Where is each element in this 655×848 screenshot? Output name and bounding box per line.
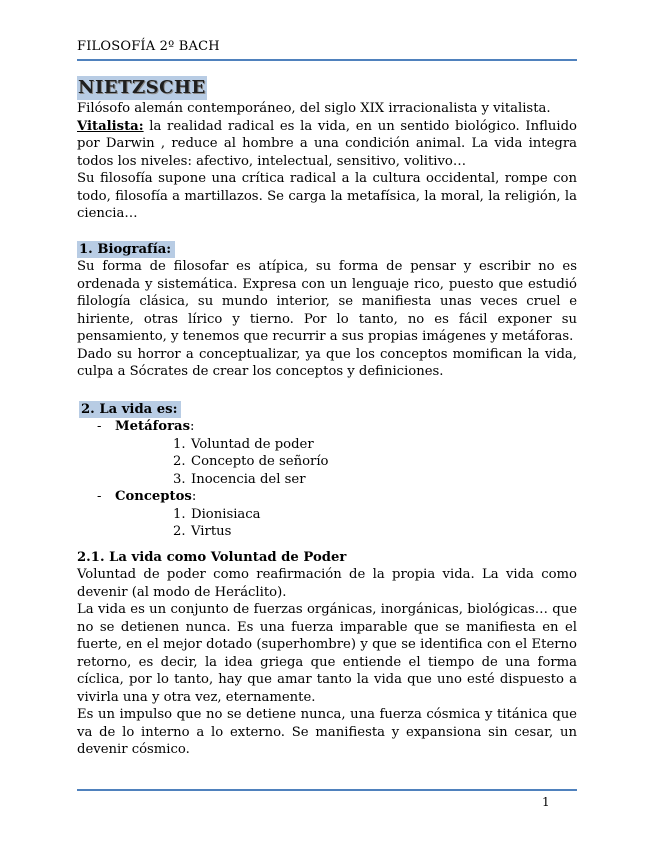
biografia-paragraph-1: Su forma de filosofar es atípica, su forma de pensar y escribir no es ordenada y sistemática. Expresa con un lenguaje rico, puesto que estudió filología clásica, su mundo interior, se manifiesta unas veces cruel e hiriente, otras lírico y tierno. Por lo tanto, no es fácil exponer su pensamiento, y tenemos que recurrir a sus propias imágenes y metáforas. bbox=[77, 259, 577, 344]
item-text: Voluntad de poder bbox=[191, 436, 314, 452]
document-title: NIETZSCHE bbox=[78, 77, 206, 98]
bullet-dash: - bbox=[97, 419, 102, 434]
item-number: 1. bbox=[173, 436, 186, 452]
group-colon: : bbox=[190, 419, 195, 434]
section2-heading-wrap bbox=[77, 401, 577, 419]
item-text: Dionisiaca bbox=[191, 506, 261, 522]
item-number: 2. bbox=[173, 454, 186, 469]
footer-rule bbox=[77, 789, 577, 791]
numbered-list bbox=[115, 506, 577, 541]
group-label: Conceptos bbox=[115, 489, 192, 504]
document-body bbox=[77, 76, 577, 759]
intro-line: Filósofo alemán contemporáneo, del siglo XIX irracionalista y vitalista. bbox=[77, 101, 551, 116]
voluntad-paragraph-1: Voluntad de poder como reafirmación de la propia vida. La vida como devenir (al modo de Heráclito). bbox=[77, 567, 577, 600]
voluntad-paragraph-3: Es un impulso que no se detiene nunca, una fuerza cósmica y titánica que va de lo interno a lo externo. Se manifiesta y expansiona sin cesar, un devenir cósmico. bbox=[77, 707, 577, 757]
item-number: 3. bbox=[173, 471, 186, 487]
page-header: FILOSOFÍA 2º BACH bbox=[77, 39, 220, 54]
vitalista-paragraph bbox=[77, 118, 577, 171]
section1-heading-wrap bbox=[77, 241, 577, 259]
subsection21-heading: 2.1. La vida como Voluntad de Poder bbox=[77, 549, 347, 565]
bullet-dash: - bbox=[97, 489, 102, 504]
vitalista-label: Vitalista: bbox=[77, 118, 144, 134]
group-colon: : bbox=[191, 489, 197, 504]
group-label: Metáforas bbox=[115, 419, 191, 434]
vida-list bbox=[77, 418, 577, 541]
item-text: Virtus bbox=[191, 524, 232, 539]
list-item bbox=[77, 418, 577, 488]
item-text: Concepto de señorío bbox=[191, 454, 329, 469]
critica-paragraph: Su filosofía supone una crítica radical a la cultura occidental, rompe con todo, filosofía a martillazos. Se carga la metafísica, la moral, la religión, la ciencia… bbox=[77, 171, 577, 221]
list-item bbox=[115, 471, 577, 489]
section2-heading: 2. La vida es: bbox=[79, 401, 181, 419]
document-title-wrap bbox=[77, 76, 577, 100]
section1-heading: 1. Biografía: bbox=[77, 241, 175, 259]
list-item bbox=[115, 453, 577, 471]
voluntad-paragraph-2: La vida es un conjunto de fuerzas orgánicas, inorgánicas, biológicas… que no se detienen nunca. Es una fuerza imparable que se manifiesta en el fuerte, en el mejor dotado (superhombre) y que se identifica con el Eterno retorno, es decir, la idea griega que entiende el tiempo de una forma cíclica, por lo tanto, hay que amar tanto la vida que uno esté dispuesto a vivirla una y otra vez, eternamente. bbox=[77, 602, 577, 705]
item-number: 2. bbox=[173, 524, 186, 539]
list-item bbox=[115, 523, 577, 541]
vitalista-text: la realidad radical es la vida, en un sentido biológico. Influido por Darwin , reduce al hombre a una condición animal. La vida integra todos los niveles: afectivo, intelectual, sensitivo, volitivo… bbox=[77, 118, 577, 169]
biografia-paragraph-2: Dado su horror a conceptualizar, ya que los conceptos momifican la vida, culpa a Sócrates de crear los conceptos y definiciones. bbox=[77, 346, 577, 379]
header-rule bbox=[77, 59, 577, 61]
item-number: 1. bbox=[173, 506, 186, 522]
item-text: Inocencia del ser bbox=[191, 471, 306, 487]
list-item bbox=[115, 436, 577, 454]
list-item bbox=[115, 506, 577, 524]
list-item bbox=[77, 488, 577, 541]
page-number: 1 bbox=[542, 795, 550, 809]
numbered-list bbox=[115, 436, 577, 489]
